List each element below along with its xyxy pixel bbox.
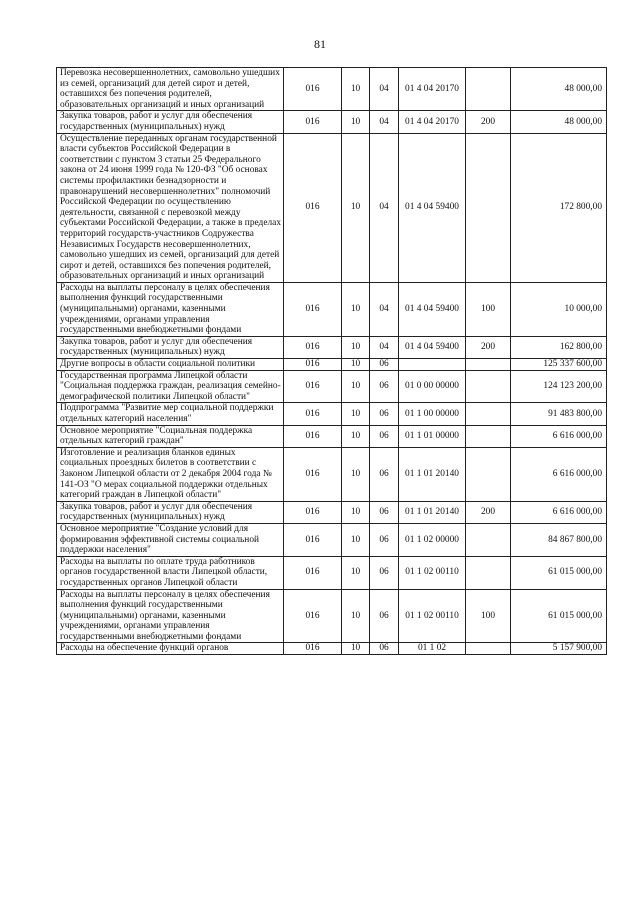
table-row: [57, 447, 607, 501]
row-item-code: 01 1 01 20140: [399, 501, 466, 523]
row-expense-type: [466, 133, 511, 282]
row-name: Государственная программа Липецкой области "Социальная поддержка граждан, реализация семейно-демографической политики Липецкой области": [57, 370, 284, 403]
row-code: 016: [284, 133, 342, 282]
row-section: 10: [342, 425, 370, 447]
row-expense-type: [466, 359, 511, 371]
row-amount: 6 616 000,00: [511, 447, 607, 501]
table-row: [57, 501, 607, 523]
row-item-code: [399, 359, 466, 371]
row-section: 10: [342, 523, 370, 556]
row-subsection: 06: [370, 589, 399, 643]
row-code: 016: [284, 523, 342, 556]
row-section: 10: [342, 643, 370, 655]
row-name: Основное мероприятие "Создание условий для формирования эффективной системы социальной поддержки населения": [57, 523, 284, 556]
row-name: Расходы на обеспечение функций органов: [57, 643, 284, 655]
row-item-code: 01 1 02 00110: [399, 589, 466, 643]
row-amount: 124 123 200,00: [511, 370, 607, 403]
row-amount: 84 867 800,00: [511, 523, 607, 556]
row-amount: 162 800,00: [511, 336, 607, 358]
row-amount: 61 015 000,00: [511, 556, 607, 589]
table-row: [57, 68, 607, 111]
row-amount: 48 000,00: [511, 111, 607, 133]
row-expense-type: [466, 643, 511, 655]
table-row: [57, 403, 607, 425]
row-amount: 91 483 800,00: [511, 403, 607, 425]
row-subsection: 04: [370, 336, 399, 358]
row-subsection: 06: [370, 447, 399, 501]
row-expense-type: 100: [466, 282, 511, 336]
row-item-code: 01 1 02 00110: [399, 556, 466, 589]
row-section: 10: [342, 370, 370, 403]
row-expense-type: 200: [466, 336, 511, 358]
row-item-code: 01 1 02: [399, 643, 466, 655]
table-body: [57, 68, 607, 655]
row-name: Закупка товаров, работ и услуг для обеспечения государственных (муниципальных) нужд: [57, 336, 284, 358]
row-section: 10: [342, 359, 370, 371]
row-expense-type: [466, 523, 511, 556]
row-section: 10: [342, 403, 370, 425]
row-code: 016: [284, 447, 342, 501]
row-expense-type: 200: [466, 501, 511, 523]
row-section: 10: [342, 501, 370, 523]
row-amount: 6 616 000,00: [511, 501, 607, 523]
row-subsection: 06: [370, 359, 399, 371]
row-section: 10: [342, 589, 370, 643]
row-name: Закупка товаров, работ и услуг для обеспечения государственных (муниципальных) нужд: [57, 111, 284, 133]
row-item-code: 01 1 02 00000: [399, 523, 466, 556]
row-expense-type: 100: [466, 589, 511, 643]
table-row: [57, 425, 607, 447]
row-name: Расходы на выплаты по оплате труда работников органов государственной власти Липецкой области, государственных органов Липецкой области: [57, 556, 284, 589]
row-item-code: 01 1 01 20140: [399, 447, 466, 501]
table-row: [57, 359, 607, 371]
row-code: 016: [284, 403, 342, 425]
row-subsection: 06: [370, 643, 399, 655]
row-item-code: 01 4 04 59400: [399, 282, 466, 336]
table-row: [57, 336, 607, 358]
row-section: 10: [342, 68, 370, 111]
row-item-code: 01 4 04 59400: [399, 336, 466, 358]
table-row: [57, 282, 607, 336]
row-section: 10: [342, 556, 370, 589]
row-section: 10: [342, 447, 370, 501]
row-name: Изготовление и реализация бланков единых социальных проездных билетов в соответствии с Законом Липецкой области от 2 декабря 2004 года № 141-ОЗ "О мерах социальной поддержки отдельных категорий граждан в Липецкой области": [57, 447, 284, 501]
table-row: [57, 111, 607, 133]
row-name: Основное мероприятие "Социальная поддержка отдельных категорий граждан": [57, 425, 284, 447]
row-section: 10: [342, 133, 370, 282]
row-subsection: 06: [370, 425, 399, 447]
row-item-code: 01 0 00 00000: [399, 370, 466, 403]
row-code: 016: [284, 425, 342, 447]
table-row: [57, 370, 607, 403]
row-name: Перевозка несовершеннолетних, самовольно ушедших из семей, организаций для детей сирот и детей, оставшихся без попечения родителей, образовательных организаций и иных организаций: [57, 68, 284, 111]
row-expense-type: [466, 370, 511, 403]
page-number: 81: [314, 37, 326, 51]
row-section: 10: [342, 111, 370, 133]
budget-table: [56, 67, 607, 655]
row-amount: 5 157 900,00: [511, 643, 607, 655]
row-amount: 172 800,00: [511, 133, 607, 282]
row-item-code: 01 4 04 20170: [399, 111, 466, 133]
row-expense-type: 200: [466, 111, 511, 133]
row-item-code: 01 4 04 59400: [399, 133, 466, 282]
row-name: Другие вопросы в области социальной политики: [57, 359, 284, 371]
row-code: 016: [284, 501, 342, 523]
row-item-code: 01 4 04 20170: [399, 68, 466, 111]
row-subsection: 04: [370, 68, 399, 111]
row-code: 016: [284, 68, 342, 111]
row-subsection: 06: [370, 556, 399, 589]
row-subsection: 06: [370, 370, 399, 403]
row-expense-type: [466, 68, 511, 111]
row-name: Расходы на выплаты персоналу в целях обеспечения выполнения функций государственными (муниципальными) органами, казенными учреждениями, органами управления государственными внебюджетными фондами: [57, 589, 284, 643]
row-expense-type: [466, 447, 511, 501]
table-row: [57, 589, 607, 643]
row-name: Осуществление переданных органам государственной власти субъектов Российской Федерации в соответствии с пунктом 3 статьи 25 Федерального закона от 24 июня 1999 года № 120-ФЗ "Об основах системы профилактики безнадзорности и правонарушений несовершеннолетних" полномочий Российской Федерации по осуществлению деятельности, связанной с перевозкой между субъектами Российской Федерации, а также в пределах территорий государств-участников Содружества Независимых Государств несовершеннолетних, самовольно ушедших из семей, организаций для детей сирот и детей, оставшихся без попечения родителей, образовательных организаций и иных организаций: [57, 133, 284, 282]
row-code: 016: [284, 336, 342, 358]
row-code: 016: [284, 643, 342, 655]
row-name: Закупка товаров, работ и услуг для обеспечения государственных (муниципальных) нужд: [57, 501, 284, 523]
row-code: 016: [284, 589, 342, 643]
row-amount: 6 616 000,00: [511, 425, 607, 447]
row-section: 10: [342, 282, 370, 336]
row-subsection: 06: [370, 501, 399, 523]
row-name: Подпрограмма "Развитие мер социальной поддержки отдельных категорий населения": [57, 403, 284, 425]
row-amount: 61 015 000,00: [511, 589, 607, 643]
row-subsection: 06: [370, 403, 399, 425]
row-subsection: 04: [370, 282, 399, 336]
row-expense-type: [466, 403, 511, 425]
table-row: [57, 523, 607, 556]
row-expense-type: [466, 425, 511, 447]
row-subsection: 06: [370, 523, 399, 556]
row-subsection: 04: [370, 111, 399, 133]
row-code: 016: [284, 282, 342, 336]
row-subsection: 04: [370, 133, 399, 282]
row-amount: 10 000,00: [511, 282, 607, 336]
table-row: [57, 643, 607, 655]
row-code: 016: [284, 370, 342, 403]
row-code: 016: [284, 111, 342, 133]
table-row: [57, 133, 607, 282]
row-amount: 48 000,00: [511, 68, 607, 111]
row-item-code: 01 1 01 00000: [399, 425, 466, 447]
row-section: 10: [342, 336, 370, 358]
row-expense-type: [466, 556, 511, 589]
row-name: Расходы на выплаты персоналу в целях обеспечения выполнения функций государственными (муниципальными) органами, казенными учреждениями, органами управления государственными внебюджетными фондами: [57, 282, 284, 336]
row-code: 016: [284, 556, 342, 589]
table-row: [57, 556, 607, 589]
row-code: 016: [284, 359, 342, 371]
row-item-code: 01 1 00 00000: [399, 403, 466, 425]
row-amount: 125 337 600,00: [511, 359, 607, 371]
